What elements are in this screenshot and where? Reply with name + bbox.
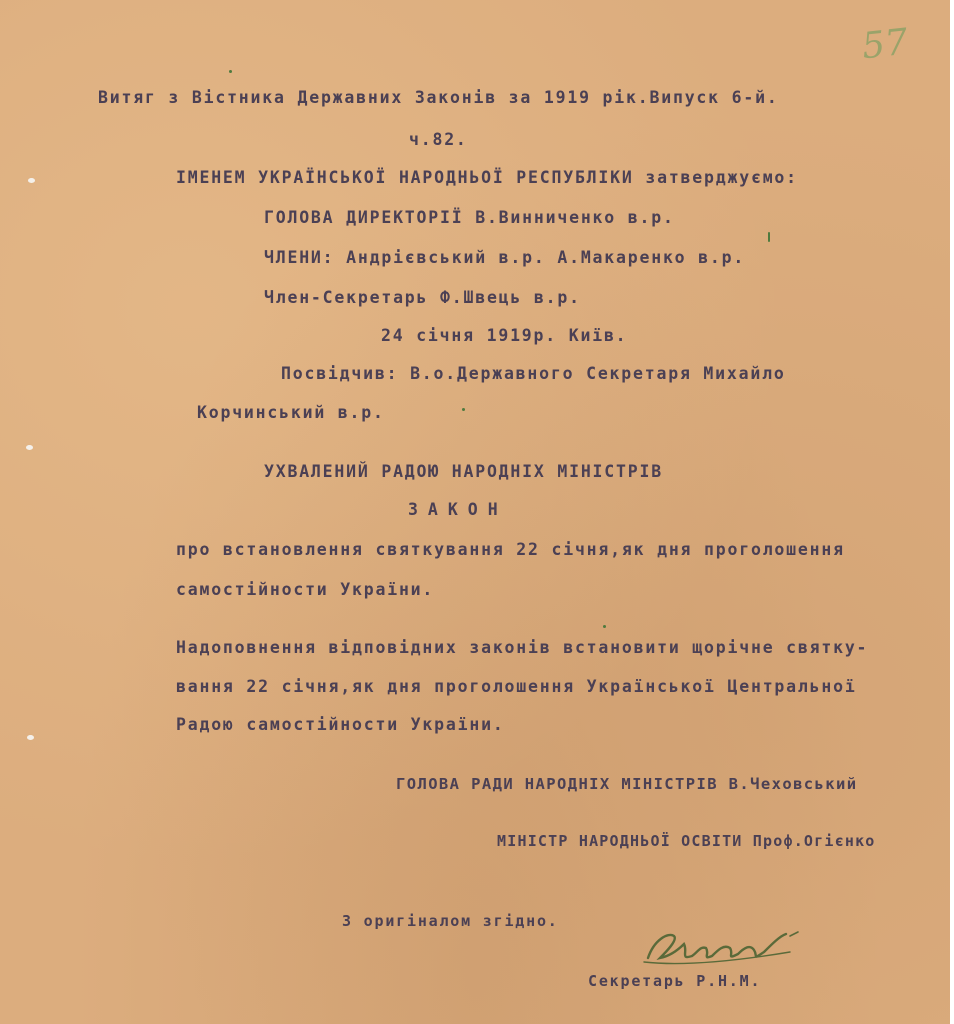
certified-line-2: Корчинський в.р. (197, 403, 385, 422)
punch-hole (28, 178, 35, 183)
punch-hole (26, 445, 33, 450)
ink-speck (229, 70, 232, 73)
page-edge (950, 0, 954, 1024)
header-line: Витяг з Вістника Державних Законів за 1919 рік.Випуск 6-й. (98, 88, 779, 107)
body-line-1: Надоповнення відповідних законів встановити щорічне святку- (176, 638, 869, 657)
body-line-3: Радою самостійности України. (176, 715, 505, 734)
subject-line-2: самостійности України. (176, 580, 435, 599)
ink-speck (603, 625, 606, 628)
member-secretary: Член-Секретарь Ф.Швець в.р. (264, 288, 581, 307)
body-line-2: вання 22 січня,як дня проголошення Української Центральної (176, 677, 857, 696)
ink-speck (768, 232, 770, 242)
minister-signature-line: МІНІСТР НАРОДНЬОЇ ОСВІТИ Проф.Огієнко (497, 832, 876, 850)
head-of-directory: ГОЛОВА ДИРЕКТОРІЇ В.Винниченко в.р. (264, 208, 675, 227)
subject-line-1: про встановлення святкування 22 січня,як дня проголошення (176, 540, 845, 559)
secretary-line: Секретарь Р.Н.М. (588, 972, 762, 990)
date-place: 24 січня 1919р. Київ. (381, 326, 628, 345)
certified-line-1: Посвідчив: В.о.Державного Секретаря Михайло (281, 364, 786, 383)
conformity-note: З оригіналом згідно. (342, 912, 559, 930)
adopted-by: УХВАЛЕНИЙ РАДОЮ НАРОДНІХ МІНІСТРІВ (264, 462, 663, 481)
archive-page-number: 57 (859, 21, 910, 68)
law-title: ЗАКОН (408, 500, 508, 519)
chairman-signature-line: ГОЛОВА РАДИ НАРОДНІХ МІНІСТРІВ В.Чеховський (396, 775, 858, 793)
handwritten-signature (640, 922, 810, 972)
members-line: ЧЛЕНИ: Андрієвський в.р. А.Макаренко в.р. (264, 248, 746, 267)
part-number: ч.82. (409, 130, 468, 149)
ink-speck (462, 408, 465, 411)
punch-hole (27, 735, 34, 740)
enactment-line: ІМЕНЕМ УКРАЇНСЬКОЇ НАРОДНЬОЇ РЕСПУБЛІКИ затверджуємо: (176, 168, 798, 187)
